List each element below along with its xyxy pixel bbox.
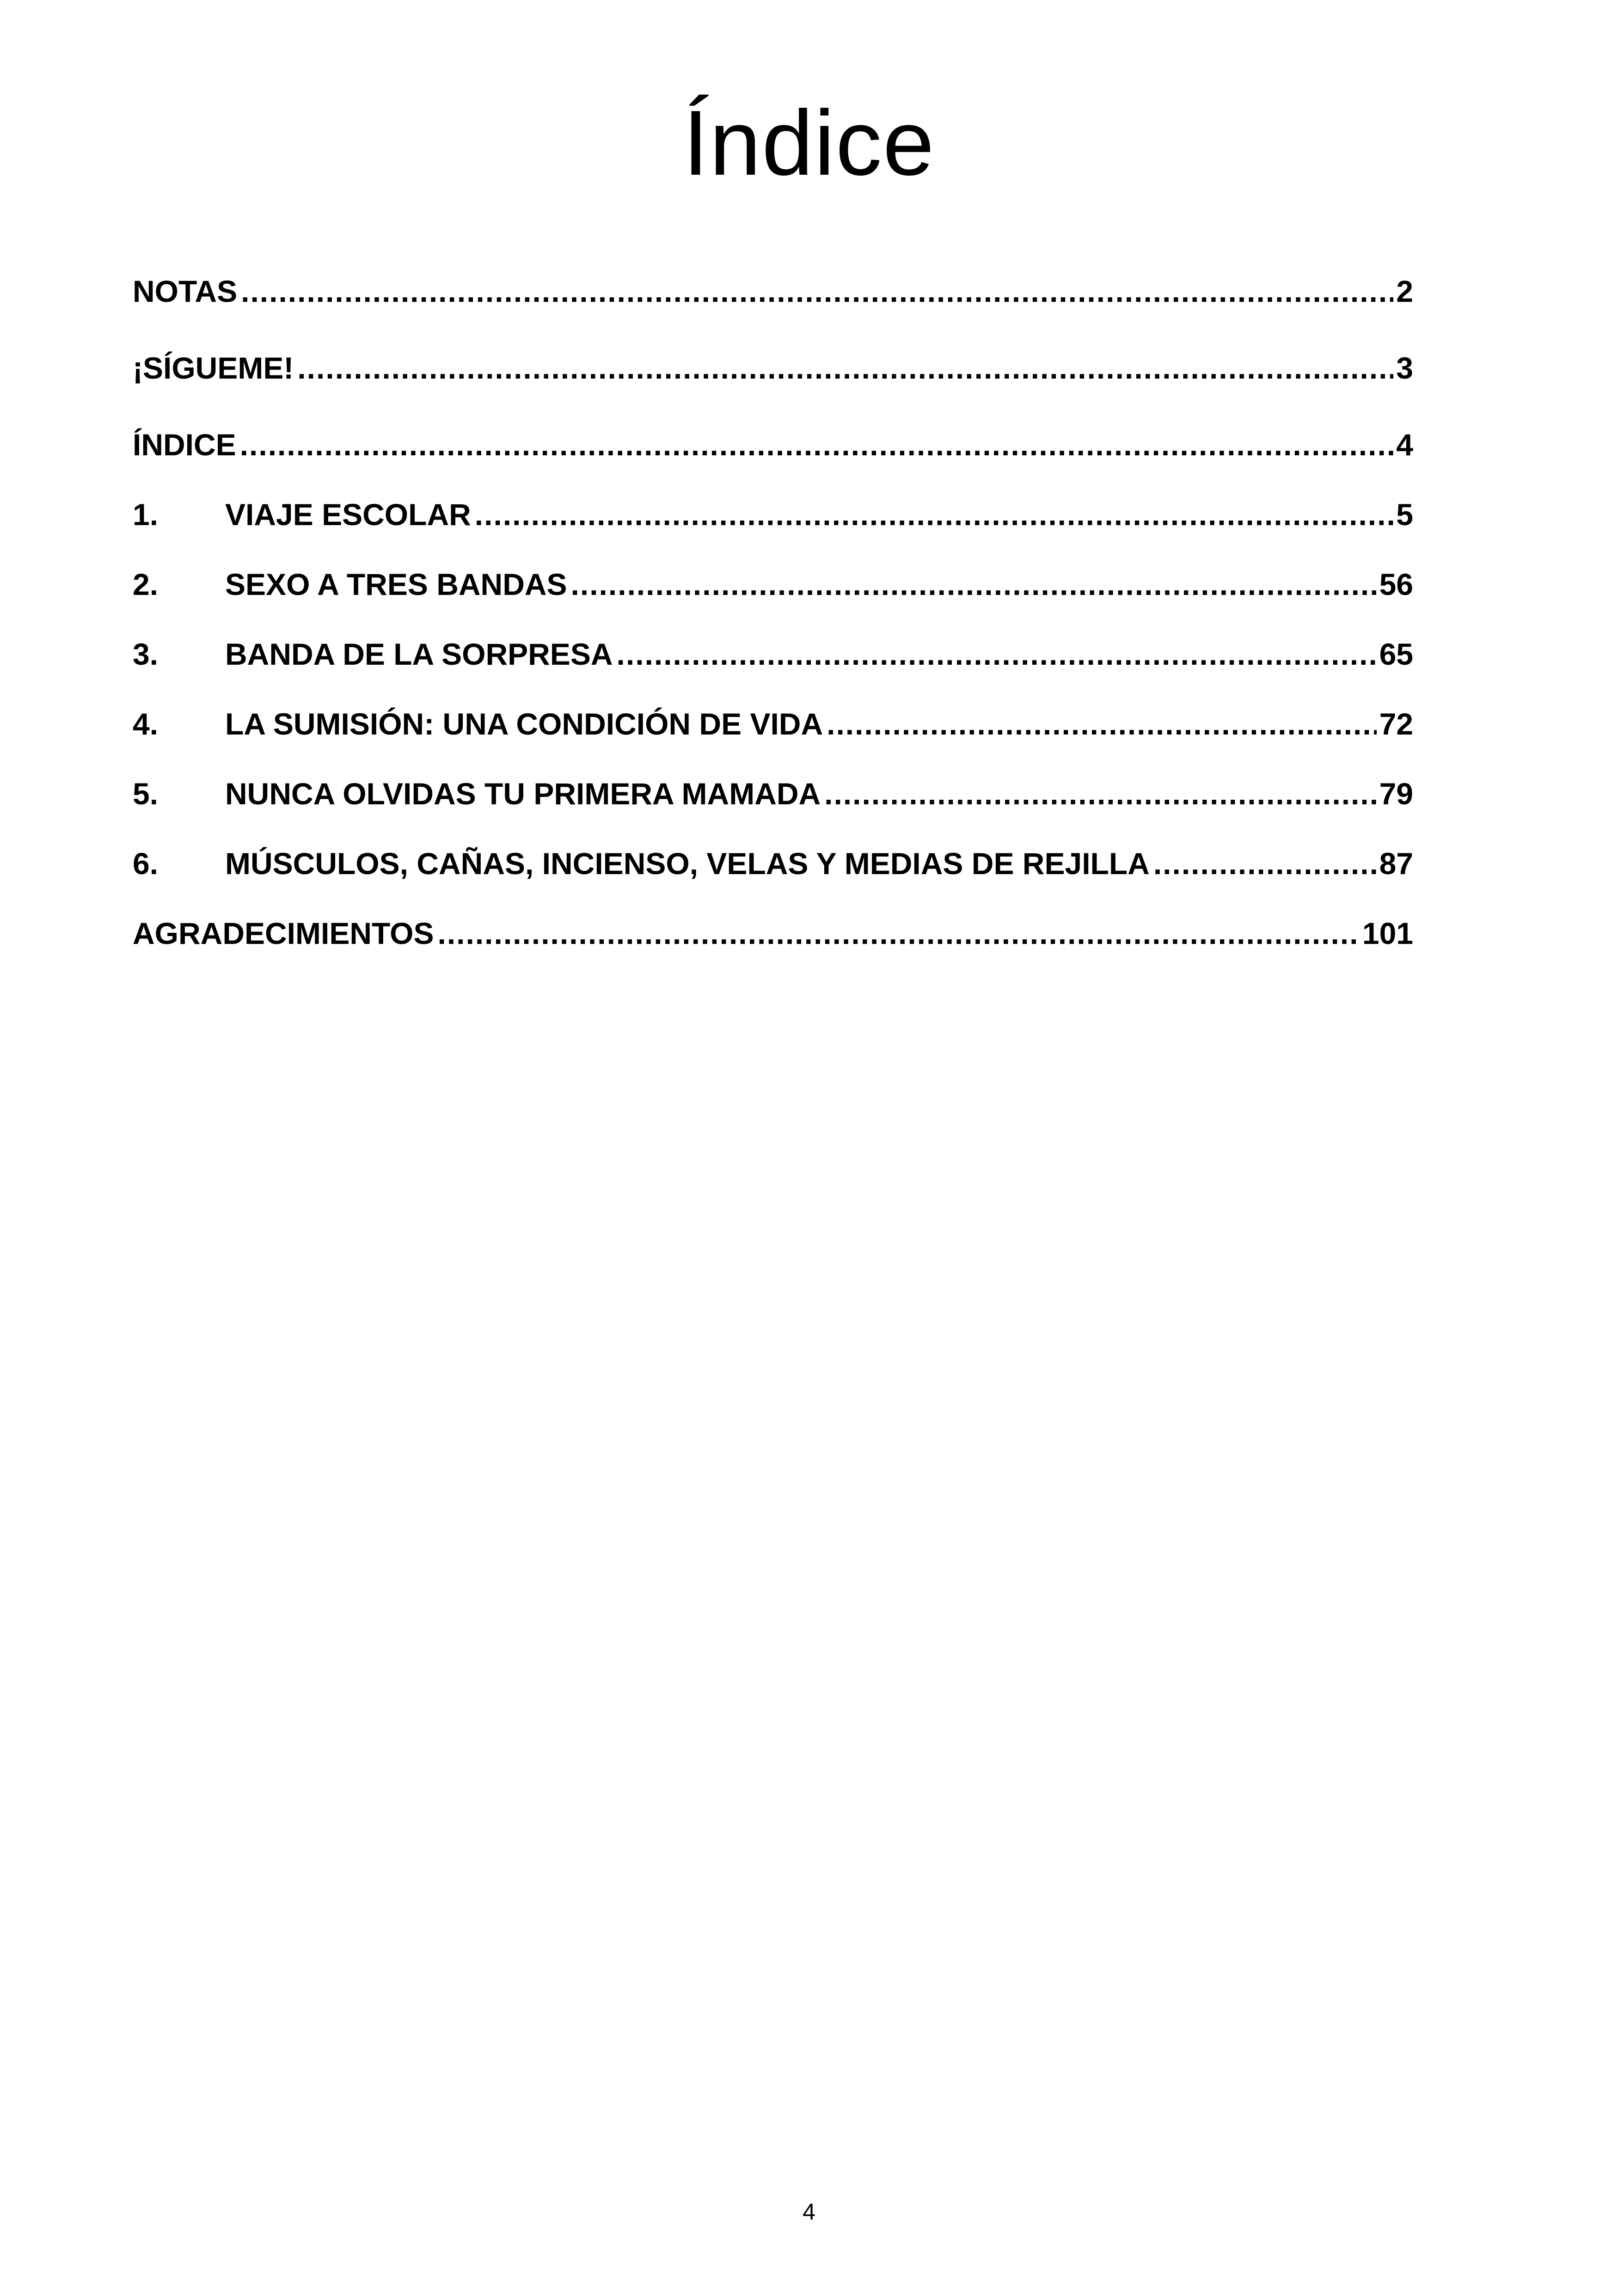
toc-entry-chapter-6[interactable] — [133, 843, 1413, 884]
toc-entry-page: 72 — [1379, 707, 1413, 741]
toc-entry-label: BANDA DE LA SORPRESA — [225, 637, 613, 671]
toc-entry-label: SEXO A TRES BANDAS — [225, 567, 567, 601]
toc-entry-page: 79 — [1379, 777, 1413, 811]
toc-entry-sigueme[interactable] — [133, 347, 1413, 389]
toc-dot-leader — [438, 912, 1360, 954]
toc-entry-page: 5 — [1396, 497, 1413, 532]
toc-entry-label: NUNCA OLVIDAS TU PRIMERA MAMADA — [225, 777, 821, 811]
toc-entry-chapter-3[interactable] — [133, 633, 1413, 675]
toc-dot-leader — [240, 424, 1394, 465]
toc-entry-page: 2 — [1396, 274, 1413, 308]
toc-entry-chapter-4[interactable] — [133, 703, 1413, 745]
toc-entry-chapter-5[interactable] — [133, 773, 1413, 814]
toc-dot-leader — [617, 633, 1377, 675]
toc-dot-leader — [571, 563, 1377, 605]
toc-entry-label: LA SUMISIÓN: UNA CONDICIÓN DE VIDA — [225, 707, 823, 741]
toc-entry-page: 56 — [1379, 567, 1413, 601]
toc-dot-leader — [241, 270, 1393, 312]
toc-entry-label: AGRADECIMIENTOS — [133, 916, 434, 950]
toc-entry-number: 4. — [133, 707, 159, 741]
toc-dot-leader — [475, 494, 1394, 535]
toc-entry-page: 101 — [1362, 916, 1413, 950]
toc-dot-leader — [1153, 843, 1377, 884]
toc-dot-leader — [824, 773, 1376, 814]
toc-dot-leader — [827, 703, 1376, 745]
toc-entry-label: ÍNDICE — [133, 428, 236, 462]
table-of-contents — [133, 270, 1413, 954]
toc-entry-page: 65 — [1379, 637, 1413, 671]
toc-entry-agradecimientos[interactable] — [133, 912, 1413, 954]
toc-entry-number: 5. — [133, 777, 159, 811]
toc-entry-number: 2. — [133, 567, 159, 601]
toc-entry-page: 3 — [1396, 351, 1413, 385]
toc-entry-chapter-2[interactable] — [133, 563, 1413, 605]
toc-entry-label: VIAJE ESCOLAR — [225, 497, 471, 532]
toc-entry-indice[interactable] — [133, 424, 1413, 465]
toc-entry-number: 6. — [133, 846, 159, 881]
toc-dot-leader — [297, 347, 1393, 389]
toc-entry-page: 87 — [1379, 846, 1413, 881]
toc-entry-number: 3. — [133, 637, 159, 671]
toc-entry-label: ¡SÍGUEME! — [133, 351, 294, 385]
toc-entry-label: NOTAS — [133, 274, 238, 308]
toc-entry-notas[interactable] — [133, 270, 1413, 312]
toc-entry-label: MÚSCULOS, CAÑAS, INCIENSO, VELAS Y MEDIAS DE REJILLA — [225, 846, 1150, 881]
page-number: 4 — [803, 2199, 815, 2225]
toc-entry-page: 4 — [1396, 428, 1413, 462]
page-title: Índice — [683, 92, 935, 195]
toc-entry-number: 1. — [133, 497, 159, 532]
toc-entry-chapter-1[interactable] — [133, 494, 1413, 535]
